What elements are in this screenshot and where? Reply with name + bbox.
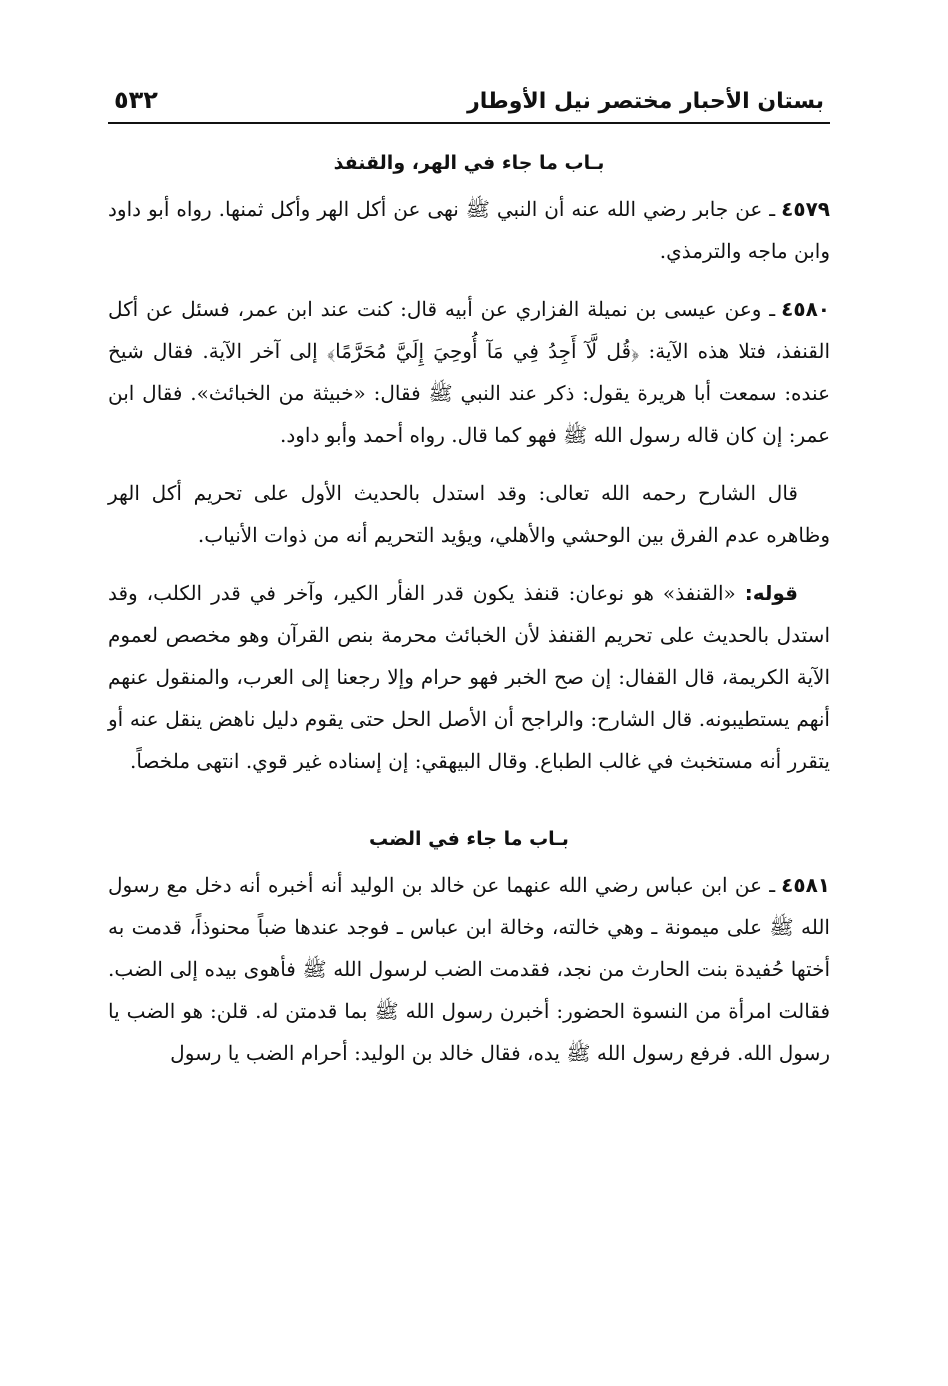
hadith-number: ٤٥٧٩	[781, 197, 830, 221]
running-header	[108, 70, 830, 124]
hadith-text: ـ عن ابن عباس رضي الله عنهما عن خالد بن الوليد أنه أخبره أنه دخل مع رسول الله ﷺ على ميمونة ـ وهي خالته، وخالة ابن عباس ـ فوجد عندها ضباً محنوذاً، قدمت به أختها حُفيدة بنت الحارث من نجد، فقدمت الضب لرسول الله ﷺ فأهوى بيده إلى الضب. فقالت امرأة من النسوة الحضور: أخبرن رسول الله ﷺ بما قدمتن له. قلن: هو الضب يا رسول الله. فرفع رسول الله ﷺ يده، فقال خالد بن الوليد: أحرام الضب يا رسول	[108, 873, 830, 1065]
page-number: ٥٣٢	[114, 86, 158, 114]
commentary-paragraph	[108, 572, 830, 782]
hadith-4581	[108, 864, 830, 1074]
commentary-text: «القنفذ» هو نوعان: قنفذ يكون قدر الفأر الكير، وآخر في قدر الكلب، وقد استدل بالحديث على تحريم القنفذ لأن الخبائث محرمة بنص القرآن وهو مخصص لعموم الآية الكريمة، قال القفال: إن صح الخبر فهو حرام وإلا رجعنا إلى العرب، والمنقول عنهم أنهم يستطيبونه. قال الشارح: والراجح أن الأصل الحل حتى يقوم دليل ناهض ينقل عنه أو يتقرر أنه مستخبث في غالب الطباع. وقال البيهقي: إن إسناده غير قوي. انتهى ملخصاً.	[108, 581, 830, 773]
hadith-text: ـ وعن عيسى بن نميلة الفزاري عن أبيه قال: كنت عند ابن عمر، فسئل عن أكل القنفذ، فتلا هذه الآية: ﴿قُل لَّآ أَجِدُ فِي مَآ أُوحِيَ إِلَيَّ مُحَرَّمًا﴾ إلى آخر الآية. فقال شيخ عنده: سمعت أبا هريرة يقول: ذكر عند النبي ﷺ فقال: «خبيثة من الخبائث». فقال ابن عمر: إن كان قاله رسول الله ﷺ فهو كما قال. رواه أحمد وأبو داود.	[108, 297, 830, 447]
hadith-4579	[108, 188, 830, 272]
commentary-paragraph: قال الشارح رحمه الله تعالى: وقد استدل بالحديث الأول على تحريم أكل الهر وظاهره عدم الفرق بين الوحشي والأهلي، ويؤيد التحريم أنه من ذوات الأنياب.	[108, 481, 830, 547]
hadith-text: ـ عن جابر رضي الله عنه أن النبي ﷺ نهى عن أكل الهر وأكل ثمنها. رواه أبو داود وابن ماجه والترمذي.	[108, 197, 830, 263]
hadith-number: ٤٥٨٠	[781, 297, 830, 321]
commentary-lead: قوله:	[744, 581, 799, 605]
hadith-4580	[108, 288, 830, 456]
book-title: بستان الأحبار مختصر نيل الأوطار	[467, 89, 824, 114]
chapter-heading-cat-hedgehog: بـاب ما جاء في الهر، والقنفذ	[333, 152, 605, 174]
hadith-number: ٤٥٨١	[781, 873, 830, 897]
chapter-heading-lizard: بـاب ما جاء في الضب	[369, 828, 569, 850]
book-page	[108, 70, 830, 1090]
